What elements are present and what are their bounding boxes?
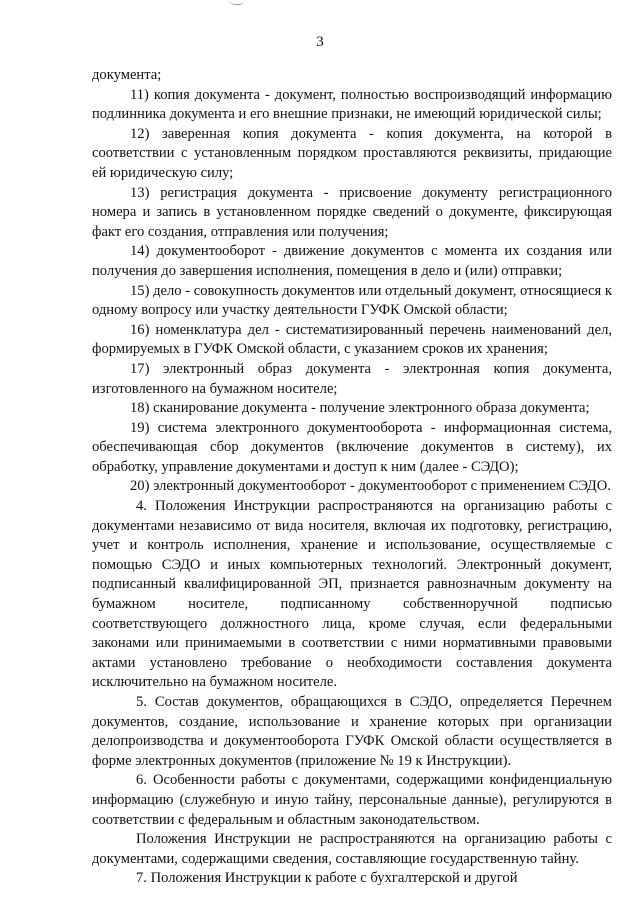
definition-item-12: 12) заверенная копия документа - копия документа, на которой в соответствии с установленным порядком проставляются реквизиты, придающие ей юридическую силу; — [92, 125, 612, 181]
definition-item-11: 11) копия документа - документ, полностью воспроизводящий информацию подлинника документа и его внешние признаки, не имеющий юридической силы; — [92, 86, 612, 123]
page-number: 3 — [316, 34, 324, 50]
section-6-paragraph: 6. Особенности работы с документами, содержащими конфиденциальную информацию (служебную и иную тайну, персональные данные), регулируются в соответствии с федеральным и областным законодательством. — [92, 772, 612, 828]
definition-item-14: 14) документооборот - движение документов с момента их создания или получения до завершения исполнения, помещения в дело и (или) отправки; — [92, 243, 612, 279]
definition-item-19: 19) система электронного документооборота - информационная система, обеспечивающая сбор документов (включение документов в систему), их обработку, управление документами и доступ к ним (далее - СЭДО); — [92, 419, 612, 475]
section-6-note-paragraph: Положения Инструкции не распространяются на организацию работы с документами, содержащими сведения, составляющие государственную тайну. — [92, 831, 612, 867]
body-text — [92, 66, 612, 889]
definition-item-17: 17) электронный образ документа - электронная копия документа, изготовленного на бумажном носителе; — [92, 360, 612, 397]
section-5-paragraph: 5. Состав документов, обращающихся в СЭДО, определяется Перечнем документов, создание, использование и хранение которых при организации делопроизводства и документооборота ГУФК Омской области осуществляется в форме электронных документов (приложение № 19 к Инструкции). — [92, 694, 612, 769]
section-7-paragraph: 7. Положения Инструкции к работе с бухгалтерской и другой — [136, 870, 518, 887]
section-4-paragraph: 4. Положения Инструкции распространяются на организацию работы с документами независимо от вида носителя, включая их подготовку, регистрацию, учет и контроль исполнения, хранение и использование, осуществляемые с помощью СЭДО и иных компьютерных технологий. Электронный документ, подписанный квалифицированной ЭП, признается равнозначным документу на бумажном носителе, подписанному собственноручной подписью соответствующего должностного лица, кроме случая, если федеральными законами или принимаемыми в соответствии с ними нормативными правовыми актами установлено требование о необходимости составления документа исключительно на бумажном носителе. — [92, 498, 612, 691]
definition-item-16: 16) номенклатура дел - систематизированный перечень наименований дел, формируемых в ГУФК Омской области, с указанием сроков их хранения; — [92, 321, 612, 358]
scan-edge-mark — [230, 0, 244, 5]
definition-item-20: 20) электронный документооборот - документооборот с применением СЭДО. — [130, 478, 611, 495]
definition-item-15: 15) дело - совокупность документов или отдельный документ, относящиеся к одному вопросу или участку деятельности ГУФК Омской области; — [92, 282, 612, 319]
definition-item-13: 13) регистрация документа - присвоение документу регистрационного номера и запись в установленном порядке сведений о документе, фиксирующая факт его создания, отправления или получения; — [92, 184, 612, 240]
paragraph: документа; — [92, 67, 162, 83]
definition-item-18: 18) сканирование документа - получение электронного образа документа; — [130, 400, 590, 417]
